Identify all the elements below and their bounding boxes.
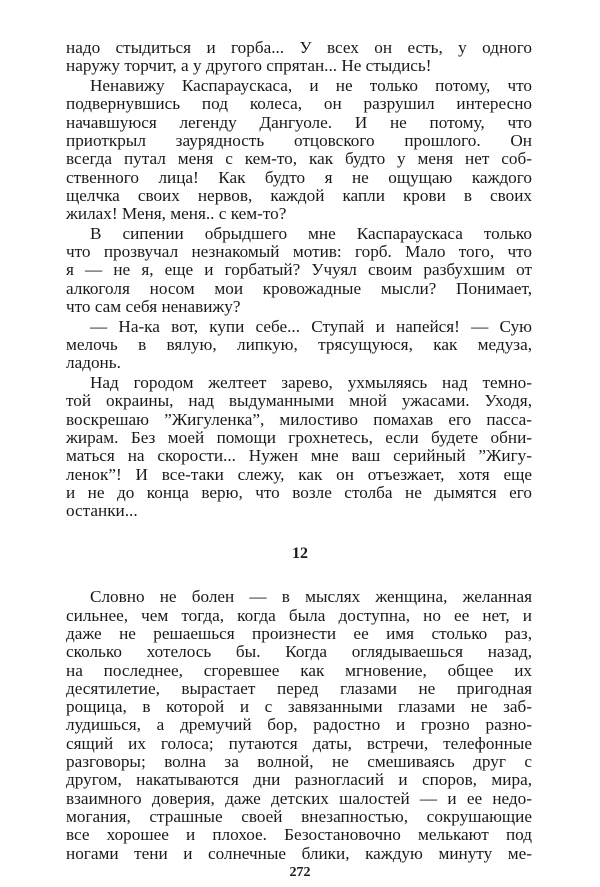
text-line: приоткрыл заурядность отцовского прошлого. Он xyxy=(66,131,532,150)
text-line: наружу торчит, а у другого спрятан... Не стыдись! xyxy=(66,56,432,75)
page-number: 272 xyxy=(289,865,311,880)
text-line: жилах! Меня, меня.. с кем-то? xyxy=(66,204,287,223)
text-line: рощица, в которой и с завязанными глазами не заб- xyxy=(66,697,532,716)
text-line: — На-ка вот, купи себе... Ступай и напейся! — Сую xyxy=(90,317,532,336)
text-line: взаимного доверия, даже детских шалостей — и ее недо- xyxy=(66,789,532,808)
text-line: мелочь в вялую, липкую, трясущуюся, как медуза, xyxy=(66,335,532,354)
text-line: щелчка своих нервов, каждой капли крови в своих xyxy=(66,186,532,205)
text-line: Над городом желтеет зарево, ухмыляясь над темно- xyxy=(90,373,532,392)
text-line: ногами тени и солнечные блики, каждую минуту ме- xyxy=(66,844,532,863)
text-line: я — не я, еще и горбатый? Учуял своим разбухшим от xyxy=(66,260,532,279)
text-line: всегда путал меня с кем-то, как будто у меня нет соб- xyxy=(66,149,532,168)
text-line: сящий их голоса; путаются даты, встречи, телефонные xyxy=(66,734,532,753)
text-line: и не до конца верю, что возле столба не дымятся его xyxy=(66,483,532,502)
text-line: жирам. Без моей помощи грохнетесь, если будете обни- xyxy=(66,428,532,447)
text-line: той окраины, над выдуманными мной ужасами. Уходя, xyxy=(66,391,532,410)
text-line: маться на скорости... Нужен мне ваш серийный ”Жигу- xyxy=(66,446,532,465)
text-line: останки... xyxy=(66,501,138,520)
text-line: десятилетие, вырастает перед глазами не пригодная xyxy=(66,679,532,698)
text-line: Словно не болен — в мыслях женщина, желанная xyxy=(90,587,532,606)
text-line: что сам себя ненавижу? xyxy=(66,297,241,316)
text-line: другом, накатываются дни разногласий и споров, мира, xyxy=(66,770,532,789)
text-line: воскрешаю ”Жигуленка”, милостиво помахав его пасса- xyxy=(66,410,532,429)
text-line: ленок”! И все-таки слежу, как он отъезжает, хотя еще xyxy=(66,465,532,484)
text-line: сколько хотелось бы. Когда оглядываешься назад, xyxy=(66,642,532,661)
text-line: ственного лица! Как будто я не ощущаю каждого xyxy=(66,168,532,187)
text-line: подвернувшись под колеса, он разрушил интересно xyxy=(66,94,532,113)
text-line: Ненавижу Каспараускаса, и не только потому, что xyxy=(90,76,532,95)
text-line: ладонь. xyxy=(66,353,121,372)
text-line: что прозвучал незнакомый мотив: горб. Мало того, что xyxy=(66,242,532,261)
text-line: сильнее, чем тогда, когда была доступна, но ее нет, и xyxy=(66,606,532,625)
text-line: лудишься, а дремучий бор, радостно и грозно разно- xyxy=(66,715,532,734)
text-line: начавшуюся легенду Дангуоле. И не потому, что xyxy=(66,113,532,132)
text-line: все хорошее и плохое. Безостановочно мелькают под xyxy=(66,825,532,844)
text-line: разговоры; волна за волной, не смешиваясь друг с xyxy=(66,752,532,771)
text-line: надо стыдиться и горба... У всех он есть, у одного xyxy=(66,38,532,57)
text-line: на последнее, сгоревшее как мгновение, общее их xyxy=(66,661,532,680)
text-line: алкоголя носом мои кровожадные мысли? Понимает, xyxy=(66,279,532,298)
chapter-number: 12 xyxy=(292,545,308,563)
text-line: даже не решаешься произнести ее имя столько раз, xyxy=(66,624,532,643)
text-line: могания, страшные своей внезапностью, сокрушающие xyxy=(66,807,532,826)
text-line: В сипении обрыдшего мне Каспараускаса только xyxy=(90,224,532,243)
